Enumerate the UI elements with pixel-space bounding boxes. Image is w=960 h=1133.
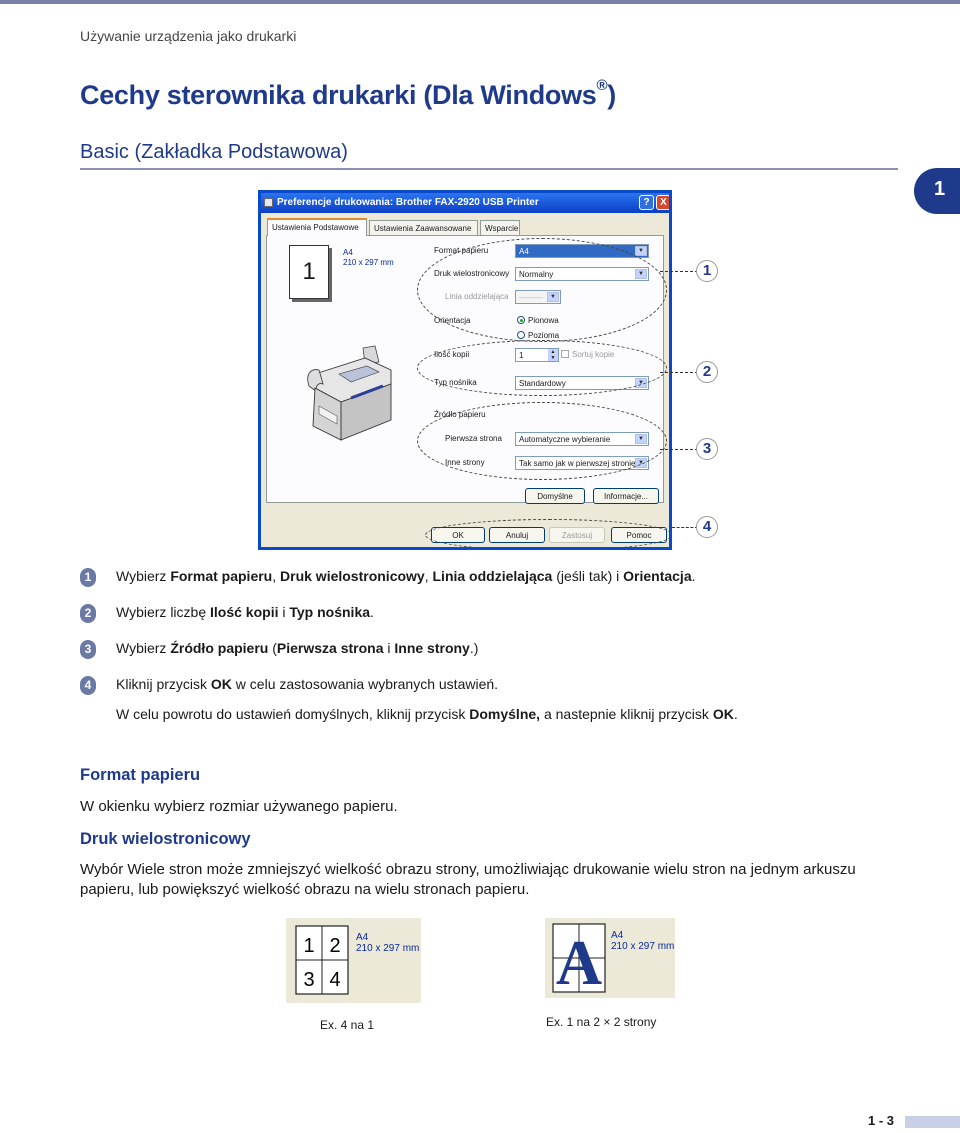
printer-icon	[264, 198, 273, 207]
poster-glyph: A	[555, 927, 603, 998]
help-icon[interactable]: ?	[639, 195, 654, 210]
tab-support[interactable]: Wsparcie	[480, 220, 520, 235]
chevron-down-icon: ▼	[635, 269, 647, 279]
callout-region-4	[425, 519, 672, 550]
fax-machine-image	[305, 344, 397, 444]
sheet-page-3: 3	[303, 969, 315, 991]
step-item	[80, 568, 696, 587]
page-title-text: Cechy sterownika drukarki (Dla Windows	[80, 80, 597, 110]
media-type-value: Standardowy	[519, 379, 566, 388]
callout-badge-4: 4	[696, 516, 718, 538]
step-text: .	[691, 568, 696, 584]
orientation-label: Orientacja	[434, 316, 471, 325]
defaults-button[interactable]: Domyślne	[525, 488, 585, 504]
dialog-title: Preferencje drukowania: Brother FAX-2920 USB Printer	[277, 197, 539, 208]
step-text: .)	[469, 640, 479, 656]
callout-region-2	[417, 340, 667, 396]
bold-term: Orientacja	[623, 568, 692, 584]
other-pages-value: Tak samo jak w pierwszej stronie	[519, 459, 636, 468]
step-text: (	[268, 640, 277, 656]
bold-term: Typ nośnika	[289, 604, 371, 620]
basic-tab-panel	[266, 235, 664, 503]
step-text: ,	[272, 568, 281, 584]
step-text: (jeśli tak) i	[552, 568, 624, 584]
section-title: Basic (Zakładka Podstawowa)	[80, 141, 348, 163]
step-text: w celu zastosowania wybranych ustawień.	[231, 676, 499, 692]
sheet-page-4: 4	[329, 969, 341, 991]
bold-term: Linia oddzielająca	[432, 568, 553, 584]
duplex-heading: Druk wielostronicowy	[80, 830, 251, 848]
duplex-value: Normalny	[519, 270, 554, 279]
step-text: i	[278, 604, 290, 620]
page-title	[80, 77, 616, 111]
tab-basic[interactable]: Ustawienia Podstawowe	[267, 218, 367, 236]
callout-badge-2: 2	[696, 361, 718, 383]
media-type-label: Typ nośnika	[434, 378, 477, 387]
chapter-tab: 1	[914, 168, 960, 214]
orientation-landscape-label: Pozioma	[528, 331, 560, 340]
example-1-on-2x2	[545, 918, 675, 998]
poster-sheet	[545, 918, 675, 998]
collate-label: Sortuj kopie	[572, 350, 615, 359]
chevron-down-icon: ▼	[635, 458, 647, 468]
chevron-down-icon: ▼	[635, 434, 647, 444]
step-number: 4	[80, 676, 96, 695]
spinner-arrows-icon[interactable]: ▲ ▼	[548, 349, 558, 361]
other-pages-label: Inne strony	[445, 458, 485, 467]
example-2-paper-name: A4	[611, 930, 624, 941]
sheet-page-1: 1	[303, 935, 315, 957]
top-rule	[0, 0, 960, 4]
registered-mark: ®	[596, 77, 608, 94]
step-text: Wybierz liczbę	[116, 604, 211, 620]
callout-leader-1	[660, 271, 698, 272]
copies-value: 1	[519, 351, 524, 360]
first-page-value: Automatyczne wybieranie	[519, 435, 611, 444]
page-preview: 1	[289, 245, 329, 299]
chevron-down-icon: ▼	[547, 292, 559, 302]
step-item	[80, 604, 374, 623]
border-line-value: ---------	[519, 293, 543, 302]
orientation-portrait-label: Pionowa	[528, 316, 559, 325]
help-button[interactable]: Pomoc	[611, 527, 667, 543]
bold-term: Druk wielostronicowy	[280, 568, 425, 584]
bold-term: Źródło papieru	[170, 640, 269, 656]
paper-format-label: Format papieru	[434, 246, 489, 255]
four-pages-sheet	[286, 918, 421, 1003]
step-text: Wybierz	[116, 640, 171, 656]
callout-leader-3	[660, 449, 698, 450]
info-button[interactable]: Informacje...	[593, 488, 659, 504]
step-number: 3	[80, 640, 96, 659]
paper-size-name: A4	[343, 248, 353, 257]
step-text: a nastepnie kliknij przycisk	[540, 706, 713, 722]
cancel-button[interactable]: Anuluj	[489, 527, 545, 543]
chevron-down-icon: ▼	[635, 246, 647, 256]
callout-leader-4	[672, 527, 698, 528]
format-text: W okienku wybierz rozmiar używanego papieru.	[80, 798, 398, 815]
format-heading: Format papieru	[80, 766, 201, 784]
example-2-paper-dims: 210 x 297 mm	[611, 941, 675, 952]
close-icon[interactable]: X	[656, 195, 671, 210]
bold-term: Inne strony	[394, 640, 470, 656]
running-header: Używanie urządzenia jako drukarki	[80, 28, 297, 44]
step-number: 2	[80, 604, 96, 623]
example-1-paper-name: A4	[356, 932, 369, 943]
step-text: .	[370, 604, 374, 620]
tab-advanced[interactable]: Ustawienia Zaawansowane	[369, 220, 478, 235]
page-title-close: )	[607, 80, 616, 110]
border-line-label: Linia oddzielająca	[445, 292, 509, 301]
callout-leader-2	[660, 372, 698, 373]
duplex-label: Druk wielostronicowy	[434, 269, 510, 278]
apply-button[interactable]: Zastosuj	[549, 527, 605, 543]
paper-size-label	[343, 248, 394, 268]
bold-term: Format papieru	[170, 568, 273, 584]
step-item	[80, 640, 478, 659]
example-1-paper-dims: 210 x 297 mm	[356, 943, 420, 954]
example-1-caption: Ex. 4 na 1	[320, 1018, 375, 1032]
example-2-caption: Ex. 1 na 2 × 2 strony	[546, 1015, 657, 1029]
duplex-text: Wybór Wiele stron może zmniejszyć wielkość obrazu strony, umożliwiając drukowanie wielu stron na jednym arkuszu papieru, lub powiększyć wielkość obrazu na wielu stronach papieru.	[80, 861, 856, 898]
callout-region-3	[417, 402, 667, 480]
chevron-down-icon: ▼	[635, 378, 647, 388]
step-text: Wybierz	[116, 568, 171, 584]
step-text: i	[383, 640, 395, 656]
bold-term: OK	[712, 706, 734, 722]
step-text: Kliknij przycisk	[116, 676, 211, 692]
callout-badge-3: 3	[696, 438, 718, 460]
step-text: W celu powrotu do ustawień domyślnych, kliknij przycisk	[116, 706, 470, 722]
section-rule	[80, 168, 898, 170]
callout-region-1	[417, 238, 667, 342]
callout-badge-1: 1	[696, 260, 718, 282]
example-4-in-1	[286, 918, 421, 1003]
step-4-note	[116, 706, 738, 722]
paper-format-value: A4	[519, 247, 529, 256]
step-number: 1	[80, 568, 96, 587]
paper-source-label: Źródło papieru	[434, 410, 486, 419]
bold-term: Domyślne,	[469, 706, 541, 722]
page-number: 1 - 3	[868, 1113, 895, 1128]
ok-button[interactable]: OK	[431, 527, 485, 543]
first-page-label: Pierwsza strona	[445, 434, 502, 443]
bold-term: OK	[210, 676, 232, 692]
step-text: .	[733, 706, 738, 722]
sheet-page-2: 2	[329, 935, 341, 957]
page-number-bar	[905, 1116, 960, 1128]
bold-term: Pierwsza strona	[276, 640, 384, 656]
bold-term: Ilość kopii	[210, 604, 279, 620]
step-text: ,	[424, 568, 433, 584]
printing-preferences-dialog	[258, 190, 672, 550]
dialog-titlebar	[261, 193, 669, 213]
copies-label: Ilość kopii	[434, 350, 470, 359]
paper-size-dims: 210 x 297 mm	[343, 258, 394, 267]
step-item	[80, 676, 498, 695]
